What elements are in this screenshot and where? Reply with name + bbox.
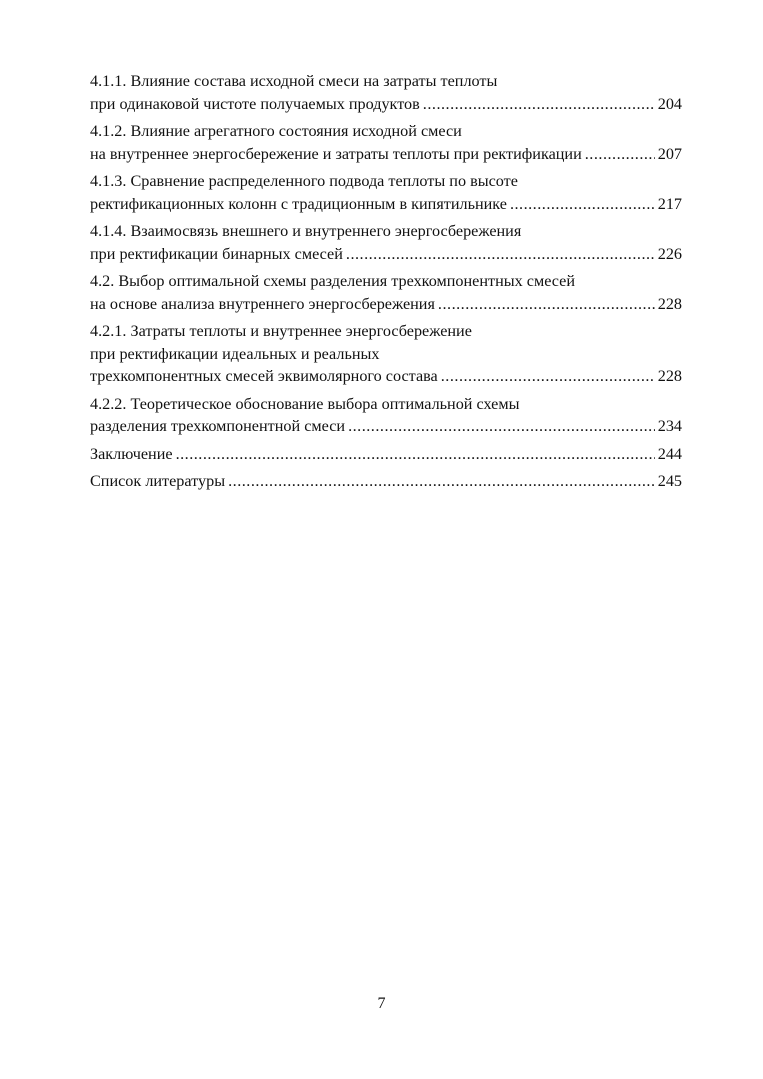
toc-entry-title: 4.1.3. Сравнение распределенного подвода теплоты по высоте <box>90 172 518 190</box>
toc-entry-leader-line <box>90 365 682 388</box>
toc-entry-title: при ректификации идеальных и реальных <box>90 344 380 363</box>
toc-entry-title: 4.1.4. Взаимосвязь внешнего и внутреннего энергосбережения <box>90 222 522 240</box>
toc-entry[interactable] <box>90 393 682 438</box>
dot-leader <box>346 243 655 266</box>
toc-page-number: 228 <box>657 294 682 313</box>
toc-entry-title: при одинаковой чистоте получаемых продуктов <box>90 94 420 113</box>
dot-leader <box>510 193 655 216</box>
toc-entry-title: на основе анализа внутреннего энергосбережения <box>90 294 435 313</box>
toc-page-number: 217 <box>657 194 682 213</box>
dot-leader <box>438 293 655 316</box>
toc-entry-title: ректификационных колонн с традиционным в кипятильнике <box>90 194 507 213</box>
dot-leader <box>348 415 655 438</box>
toc-entry[interactable] <box>90 470 682 493</box>
page-number: 7 <box>377 995 386 1012</box>
toc-entry-title: Список литературы <box>90 472 226 490</box>
toc-entry-leader-line <box>90 470 682 493</box>
dot-leader <box>585 143 655 166</box>
toc-entry-title: 4.1.2. Влияние агрегатного состояния исходной смеси <box>90 122 462 140</box>
toc-entry-title: 4.2.1. Затраты теплоты и внутреннее энергосбережение <box>90 322 472 340</box>
toc-entry-leader-line <box>90 415 682 438</box>
toc-entry-leader-line <box>90 293 682 316</box>
toc-entry-title: Заключение <box>90 444 173 463</box>
table-of-contents <box>90 70 682 498</box>
toc-entry-title: 4.2.2. Теоретическое обоснование выбора оптимальной схемы <box>90 394 520 413</box>
toc-page-number: 228 <box>657 367 682 385</box>
toc-entry-leader-line <box>90 193 682 216</box>
toc-entry-title: 4.1.1. Влияние состава исходной смеси на затраты теплоты <box>90 72 498 90</box>
toc-entry-leader-line <box>90 443 682 466</box>
toc-page-number: 244 <box>657 444 682 463</box>
toc-entry-title: на внутреннее энергосбережение и затраты теплоты при ректификации <box>90 144 582 163</box>
toc-entry[interactable] <box>90 320 682 388</box>
toc-entry[interactable] <box>90 170 682 215</box>
toc-page-number: 245 <box>657 472 682 490</box>
dot-leader <box>423 93 655 116</box>
toc-entry[interactable] <box>90 70 682 115</box>
toc-page-number: 226 <box>657 244 682 263</box>
dot-leader <box>228 470 655 493</box>
toc-entry-title: разделения трехкомпонентной смеси <box>90 417 346 435</box>
dot-leader <box>176 443 655 466</box>
toc-entry[interactable] <box>90 220 682 265</box>
toc-page-number: 207 <box>657 144 682 163</box>
toc-entry[interactable] <box>90 270 682 315</box>
toc-entry-leader-line <box>90 93 682 116</box>
toc-entry-leader-line <box>90 143 682 166</box>
toc-entry-title: трехкомпонентных смесей эквимолярного состава <box>90 367 438 385</box>
toc-page-number: 204 <box>657 94 682 113</box>
toc-entry[interactable] <box>90 120 682 165</box>
toc-entry-title: при ректификации бинарных смесей <box>90 244 343 263</box>
dot-leader <box>441 365 655 388</box>
toc-entry-leader-line <box>90 243 682 266</box>
toc-entry[interactable] <box>90 443 682 466</box>
toc-page-number: 234 <box>657 417 682 435</box>
toc-entry-title: 4.2. Выбор оптимальной схемы разделения трехкомпонентных смесей <box>90 272 576 290</box>
